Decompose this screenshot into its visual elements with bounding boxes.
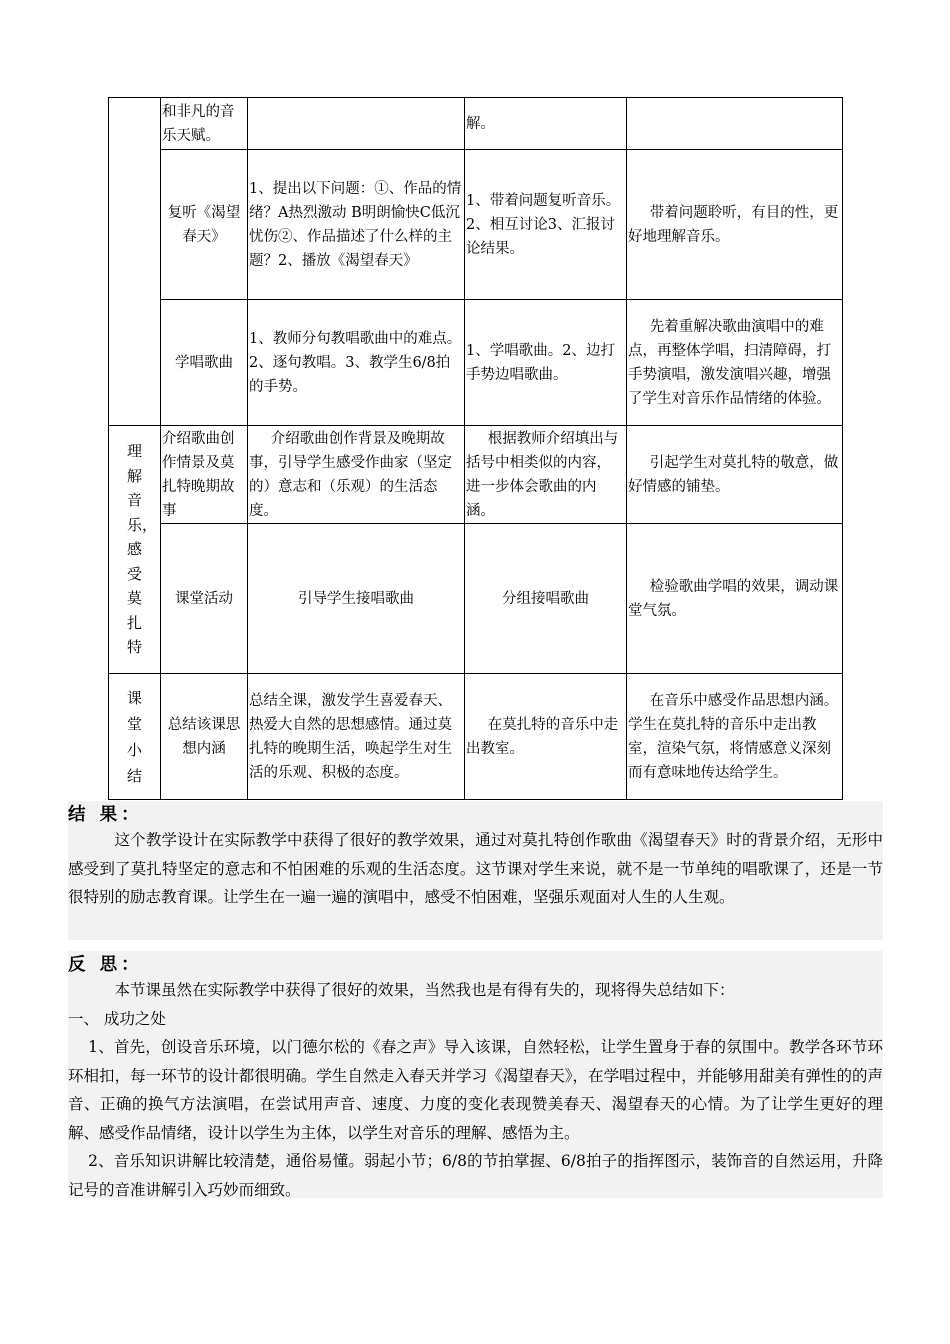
intent-cell (627, 98, 843, 150)
table-row (109, 300, 843, 426)
table-row (109, 98, 843, 150)
student-cell: 在莫扎特的音乐中走出教室。 (465, 674, 627, 800)
result-text: 这个教学设计在实际教学中获得了很好的教学效果，通过对莫扎特创作歌曲《渴望春天》时的背景介绍，无形中感受到了莫扎特坚定的意志和不怕困难的乐观的生活态度。这节课对学生来说，就不是一节单纯的唱歌课了，还是一节很特别的励志教育课。让学生在一遍一遍的演唱中，感受不怕困难，坚强乐观面对人生的人生观。 (68, 831, 883, 906)
reflection-heading: 反 思： (68, 955, 143, 975)
teacher-cell: 引导学生接唱歌曲 (248, 524, 465, 674)
reflection-section-title: 一、 成功之处 (68, 1009, 166, 1028)
stage-label: 理解音乐，感受莫扎特 (127, 442, 158, 657)
step-cell: 课堂活动 (161, 524, 248, 674)
student-cell: 解。 (465, 98, 627, 150)
stage-cell (109, 98, 161, 426)
student-cell: 1、带着问题复听音乐。2、相互讨论3、汇报讨论结果。 (465, 150, 627, 300)
student-cell: 1、学唱歌曲。2、边打手势边唱歌曲。 (465, 300, 627, 426)
result-heading: 结 果： (68, 805, 143, 825)
intent-cell: 先着重解决歌曲演唱中的难点，再整体学唱，扫清障碍，打手势演唱，激发演唱兴趣，增强了学生对音乐作品情绪的体验。 (627, 300, 843, 426)
step-cell: 复听《渴望春天》 (161, 150, 248, 300)
teacher-cell: 1、教师分句教唱歌曲中的难点。2、逐句教唱。3、教学生6/8拍的手势。 (248, 300, 465, 426)
step-cell: 总结该课思想内涵 (161, 674, 248, 800)
stage-cell (109, 426, 161, 674)
teacher-cell (248, 98, 465, 150)
teacher-cell: 介绍歌曲创作背景及晚期故事，引导学生感受作曲家（坚定的）意志和（乐观）的生活态度。 (248, 426, 465, 524)
student-cell: 分组接唱歌曲 (465, 524, 627, 674)
intent-cell: 带着问题聆听，有目的性，更好地理解音乐。 (627, 150, 843, 300)
table-row (109, 150, 843, 300)
intent-cell: 引起学生对莫扎特的敬意，做好情感的铺垫。 (627, 426, 843, 524)
intent-cell: 检验歌曲学唱的效果，调动课堂气氛。 (627, 524, 843, 674)
table-row (109, 524, 843, 674)
reflection-item-1: 1、首先，创设音乐环境，以门德尔松的《春之声》导入该课，自然轻松，让学生置身于春的氛围中。教学各环节环环相扣，每一环节的设计都很明确。学生自然走入春天并学习《渴望春天》，在学唱过程中，并能够用甜美有弹性的的声音、正确的换气方法演唱，在尝试用声音、速度、力度的变化表现赞美春天、渴望春天的心情。为了让学生更好的理解、感受作品情绪，设计以学生为主体，以学生对音乐的理解、感悟为主。 (68, 1038, 883, 1142)
result-section (68, 801, 883, 940)
intent-cell: 在音乐中感受作品思想内涵。学生在莫扎特的音乐中走出教室，渲染气氛，将情感意义深刻而有意味地传达给学生。 (627, 674, 843, 800)
stage-cell (109, 674, 161, 800)
step-cell: 和非凡的音乐天赋。 (161, 98, 248, 150)
lesson-plan-table (108, 97, 843, 800)
reflection-item-2: 2、音乐知识讲解比较清楚，通俗易懂。弱起小节；6/8的节拍掌握、6/8拍子的指挥图示，装饰音的自然运用，升降记号的音准讲解引入巧妙而细致。 (68, 1152, 883, 1199)
step-cell: 介绍歌曲创作情景及莫扎特晚期故事 (161, 426, 248, 524)
student-cell: 根据教师介绍填出与括号中相类似的内容，进一步体会歌曲的内涵。 (465, 426, 627, 524)
teacher-cell: 1、提出以下问题：①、作品的情绪？A热烈激动 B明朗愉快C低沉忧伤②、作品描述了什么样的主题？2、播放《渴望春天》 (248, 150, 465, 300)
table-row (109, 426, 843, 524)
step-cell: 学唱歌曲 (161, 300, 248, 426)
teacher-cell: 总结全课，激发学生喜爱春天、热爱大自然的思想感情。通过莫扎特的晚期生活，唤起学生对生活的乐观、积极的态度。 (248, 674, 465, 800)
stage-label: 课堂小结 (127, 688, 143, 785)
table-row (109, 674, 843, 800)
reflection-intro: 本节课虽然在实际教学中获得了很好的效果，当然我也是有得有失的，现将得失总结如下： (114, 981, 735, 999)
reflection-section (68, 951, 883, 1198)
